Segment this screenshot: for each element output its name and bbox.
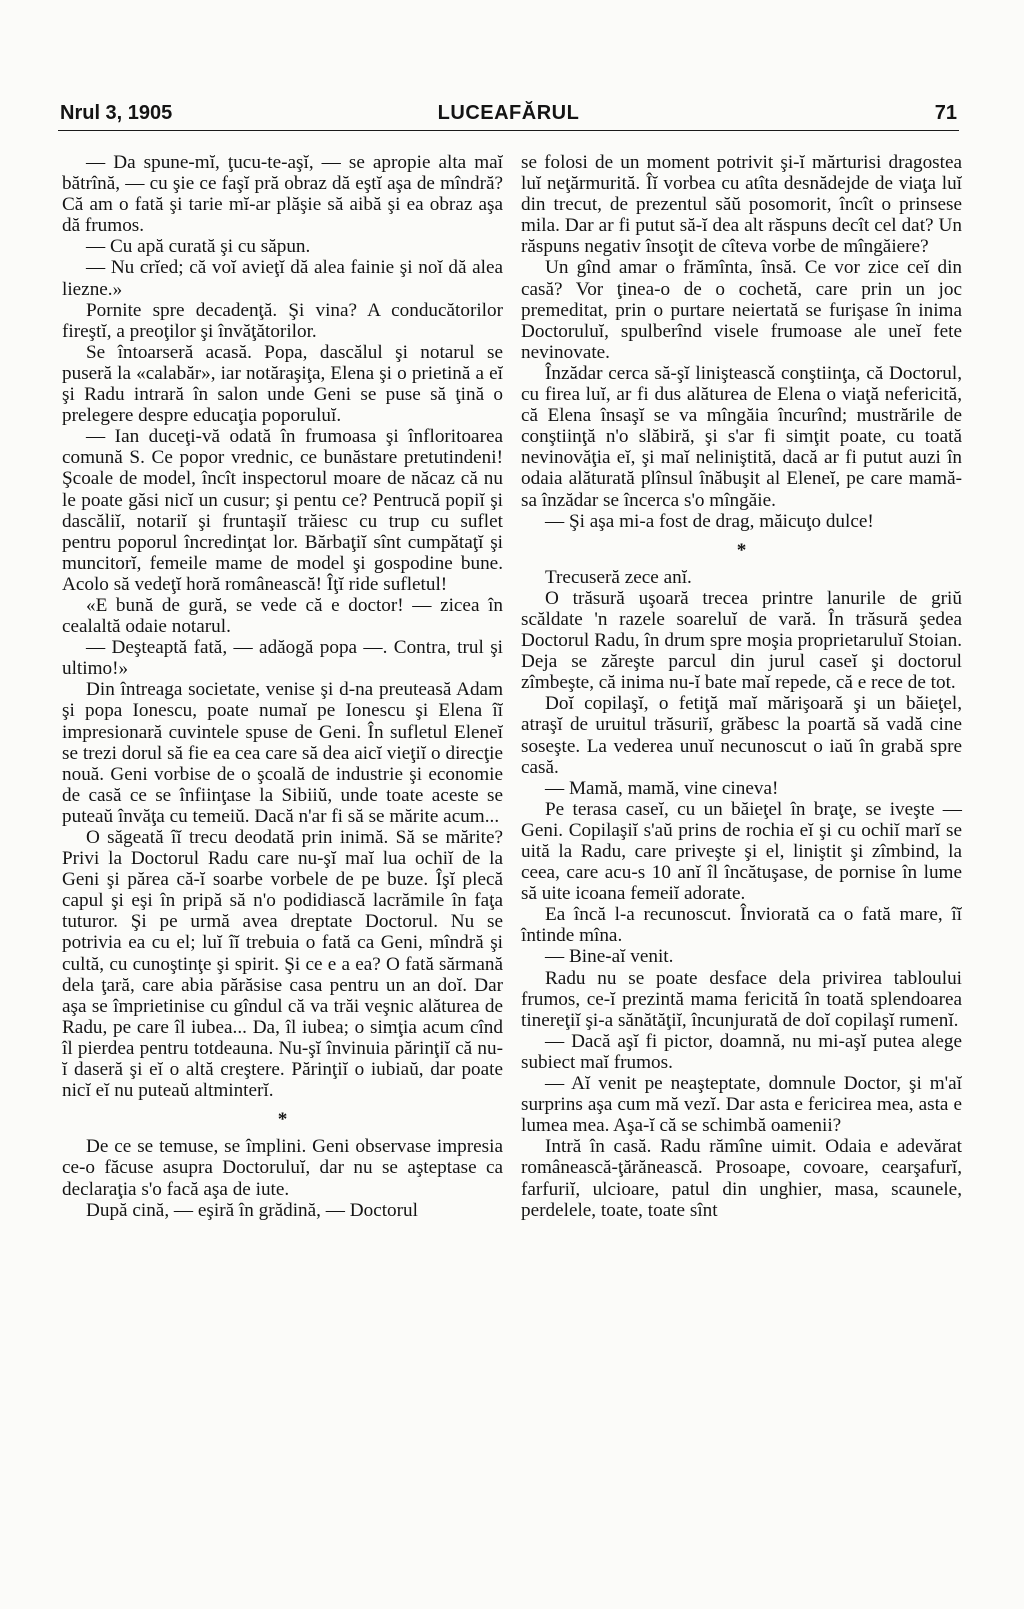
section-separator: * bbox=[736, 539, 747, 561]
paragraph: Intră în casă. Radu rămîne uimit. Odaia e adevărat românească-ţărănească. Prosoape, covoare, cearşafurĭ, farfuriĭ, ulcioare, patul din unghier, masa, scaunele, perdelele, toate, toate sînt bbox=[521, 1136, 962, 1221]
journal-title: LUCEAFĂRUL bbox=[437, 102, 580, 124]
right-column bbox=[521, 152, 962, 1221]
paragraph: O săgeată îĭ trecu deodată prin inimă. Să se mărite? Privi la Doctorul Radu care nu-şĭ maĭ lua ochiĭ de la Geni şi părea că-ĭ soarbe vorbele de pe buze. Îşĭ plecă capul şi eşi în pripă să n'o podidiască lacrămile în faţa tuturor. Şi pe urmă avea dreptate Doctorul. Nu se potrivia ea cu el; luĭ îĭ trebuia o fată ca Geni, mîndră şi cultă, cu cunoştinţe şi spirit. Şi ce e a ea? O fată sărmană dela ţară, care abia părăsise casa pentru un an doĭ. Dar aşa se împrietinise cu gîndul că va trăi veşnic alăturea de Radu, pe care îl iubea... Da, îl iubea; o simţia acum cînd îl pierdea pentru totdeauna. Nu-şĭ învinuia părinţiĭ că nu-ĭ daseră şi eĭ o altă creştere. Părinţiĭ o iubiaŭ, dar poate nicĭ eĭ nu puteaŭ altminterĭ. bbox=[62, 827, 503, 1102]
paragraph: Trecuseră zece anĭ. bbox=[545, 566, 692, 588]
paragraph: Pornite spre decadenţă. Şi vina? A conducătorilor fireştĭ, a preoţilor şi învăţătorilor. bbox=[62, 299, 503, 342]
paragraph: Se întoarseră acasă. Popa, dascălul şi notarul se puseră la «calabăr», iar notăraşiţa, Elena şi o prietină a eĭ şi Radu intrară în salon unde Geni se puse să ţină o prelegere despre educaţia poporuluĭ. bbox=[62, 341, 503, 427]
paragraph: — Deşteaptă fată, — adăogă popa —. Contra, trul şi ultimo!» bbox=[62, 637, 503, 680]
page-header bbox=[58, 98, 959, 131]
paragraph: — Mamă, mamă, vine cineva! bbox=[545, 777, 779, 799]
paragraph: Din întreaga societate, venise şi d-na preuteasă Adam şi popa Ionescu, poate numaĭ pe Ionescu şi Elena îĭ impresionară cuvintele spuse de Geni. În sufletul Eleneĭ se trezi dorul să fie ea cea care să dea aicĭ vieţiĭ o direcţie nouă. Geni vorbise de o şcoală de industrie şi economie de casă ce se înfiinţase la Sibiiŭ, unde toate aceste se puteaŭ învăţa cu temeiŭ. Dacă n'ar fi să se mărite acum... bbox=[62, 679, 503, 827]
paragraph: — Bine-aĭ venit. bbox=[545, 946, 674, 968]
paragraph: Înzădar cerca să-şĭ linişteascǎ conştiinţa, că Doctorul, cu firea luĭ, ar fi dus alăturea de Elena o viaţă nefericită, că Elena însaşĭ se va mîngăia încurînd; mustrările de conştiinţă n'o slăbiră, şi s'ar fi simţit poate, cu toată nevinovăţia eĭ, şi maĭ neliniştită, dacă ar fi putut auzi în odaia alăturată plînsul înăbuşit al Eleneĭ, pe care mamă-sa înzădar se încerca s'o mîngăie. bbox=[521, 362, 962, 511]
paragraph: Un gînd amar o frămînta, însă. Ce vor zice ceĭ din casă? Vor ţinea-o de o cochetă, care prin un joc premeditat, prin o purtare neiertată se furişase în inima Doctoruluĭ, spulberînd visele frumoase ale uneĭ fete nevinovate. bbox=[521, 257, 962, 363]
paragraph: Doĭ copilaşĭ, o fetiţă maĭ mărişoară şi un băieţel, atraşĭ de uruitul trăsuriĭ, grăbesc la poartă să vadă cine soseşte. La vederea unuĭ necunoscut o iaŭ în grabă spre casă. bbox=[521, 693, 962, 778]
page-number: 71 bbox=[934, 102, 957, 124]
paragraph: — Dacă aşĭ fi pictor, doamnă, nu mi-aşĭ putea alege subiect maĭ frumos. bbox=[521, 1030, 962, 1073]
paragraph: — Nu crĭed; că voĭ avieţĭ dă alea fainie şi noĭ dă alea liezne.» bbox=[62, 257, 503, 300]
issue-number: Nrul 3, 1905 bbox=[60, 102, 173, 124]
paragraph: se folosi de un moment potrivit şi-ĭ mărturisi dragostea luĭ neţărmurită. Îĭ vorbea cu atîta desnădejde de viaţa luĭ din trecut, de prezentul săŭ posomorit, încît o prinsese mila. Dar ar fi putut să-ĭ dea alt răspuns decît cel dat? Un răspuns negativ însoţit de cîteva vorbe de mîngăiere? bbox=[521, 152, 962, 258]
paragraph: O trăsură uşoară trecea printre lanurile de griŭ scăldate 'n razele soareluĭ de vară. În trăsură şedea Doctorul Radu, în drum spre moşia proprietaruluĭ Stoian. Deja se zăreşte parcul din jurul caseĭ şi doctorul zîmbeşte, că inima nu-ĭ bate maĭ repede, că e rece de tot. bbox=[521, 587, 962, 694]
paragraph: De ce se temuse, se împlini. Geni observase impresia ce-o făcuse asupra Doctoruluĭ, dar nu se aşteptase ca declaraţia s'o facă aşa de iute. bbox=[62, 1136, 503, 1200]
paragraph: — Şi aşa mi-a fost de drag, măicuţo dulce! bbox=[545, 510, 874, 532]
paragraph: După cină, — eşiră în grădină, — Doctorul bbox=[86, 1199, 418, 1221]
paragraph: — Da spune-mĭ, ţucu-te-aşĭ, — se apropie alta maĭ bătrînă, — cu şie ce faşĭ pră obraz dă eştĭ aşa de mîndră? Că am o fată şi tarie mĭ-ar plăşie să aibă şi ea obraz aşa dă frumos. bbox=[62, 152, 503, 237]
paragraph: — Aĭ venit pe neaşteptate, domnule Doctor, şi m'aĭ surprins aşa cum mă vezĭ. Dar asta e fericirea mea, asta e lumea mea. Aşa-ĭ că se schimbă oamenii? bbox=[521, 1073, 962, 1137]
paragraph: Radu nu se poate desface dela privirea tabloului frumos, ce-ĭ prezintă mama fericită în toată splendoarea tinereţiĭ şi-a sănătăţiĭ, încunjurată de doĭ copilaşĭ rumenĭ. bbox=[521, 967, 962, 1031]
section-separator: * bbox=[277, 1109, 288, 1131]
paragraph: «E bună de gură, se vede că e doctor! — zicea în cealaltă odaie notarul. bbox=[62, 594, 503, 638]
paragraph: — Cu apă curată şi cu săpun. bbox=[86, 236, 311, 258]
paragraph: Pe terasa caseĭ, cu un băieţel în braţe, se iveşte — Geni. Copilaşiĭ s'aŭ prins de rochia eĭ şi cu ochiĭ marĭ se uită la Radu, care priveşte şi el, liniştit şi zîmbind, la ceea, care acu-s 10 anĭ îl încătuşase, de pornise în lume să uite icoana femeiĭ adorate. bbox=[521, 798, 962, 905]
paragraph: — Ian duceţi-vă odată în frumoasa şi înfloritoarea comună S. Ce popor vrednic, ce bunăstare pretutindeni! Şcoale de model, încît inspectorul moare de năcaz că nu le poate găsi nicĭ un cusur; şi pentu ce? Pentrucă popiĭ şi dascăliĭ, notariĭ şi fruntaşiĭ trăiesc cu trup cu suflet pentru poporul încredinţat lor. Bărbaţiĭ sînt cumpătaţĭ şi muncitorĭ, femeile mame de model şi gospodine bune. Acolo să vedeţĭ horă românească! Îţĭ ride sufletul! bbox=[62, 426, 503, 595]
paragraph: Ea încă l-a recunoscut. Înviorată ca o fată mare, îĭ întinde mîna. bbox=[521, 904, 962, 947]
left-column bbox=[62, 152, 503, 1221]
